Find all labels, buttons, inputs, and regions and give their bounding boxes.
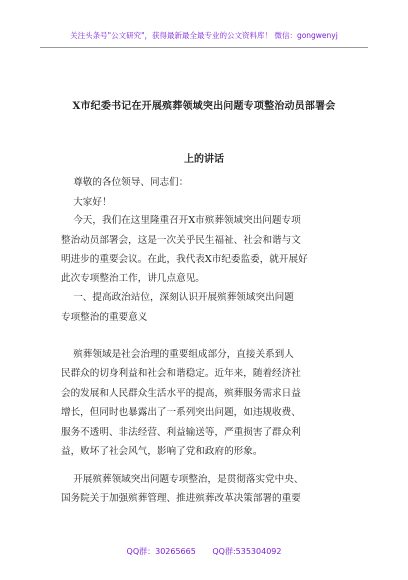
body-line: 服务不透明、非法经营、利益输送等，严重损害了群众利 [61,427,301,438]
footer-banner [0,546,408,557]
body-line: 国务院关于加强殡葬管理、推进殡葬改革决策部署的重要 [61,493,301,504]
body-line: 一、提高政治站位，深刻认识开展殡葬领域突出问题 [61,292,294,303]
body-line: 大家好！ [61,197,112,208]
body-line: 益，败坏了社会风气，影响了党和政府的形象。 [61,446,263,457]
body-line: 今天，我们在这里隆重召开X市殡葬领域突出问题专项 [61,215,301,226]
body-line: 整治动员部署会，这是一次关乎民生福祉、社会和谐与文 [61,235,301,246]
body-line: 专项整治的重要意义 [61,312,148,323]
body-line: 会的发展和人民群众生活水平的提高，殡葬服务需求日益 [61,388,301,399]
body-line: 殡葬领域是社会治理的重要组成部分，直接关系到人 [61,349,294,360]
body-line: 尊敬的各位领导、同志们： [61,177,189,188]
body-line: 开展殡葬领域突出问题专项整治，是贯彻落实党中央、 [61,474,304,485]
footer-qq-group-1: QQ群：30265665 [126,547,196,556]
footer-qq-group-2: QQ群:535304092 [212,547,282,556]
body-line: 明进步的重要会议。在此，我代表X市纪委监委，就开展好 [61,254,308,265]
body-line: 民群众的切身利益和社会和谐稳定。近年来，随着经济社 [61,368,301,379]
document-title-continued: 上的讲话 [184,154,224,165]
header-banner: 关注头条号"公文研究"，获得最新最全最专业的公文资料库！ 微信：gongwenyj [70,31,338,40]
body-line: 此次专项整治工作，讲几点意见。 [61,273,205,284]
document-title: X市纪委书记在开展殡葬领域突出问题专项整治动员部署会 [72,101,336,112]
header-divider [40,47,368,48]
body-line: 增长，但同时也暴露出了一系列突出问题，如违规收费、 [61,407,301,418]
